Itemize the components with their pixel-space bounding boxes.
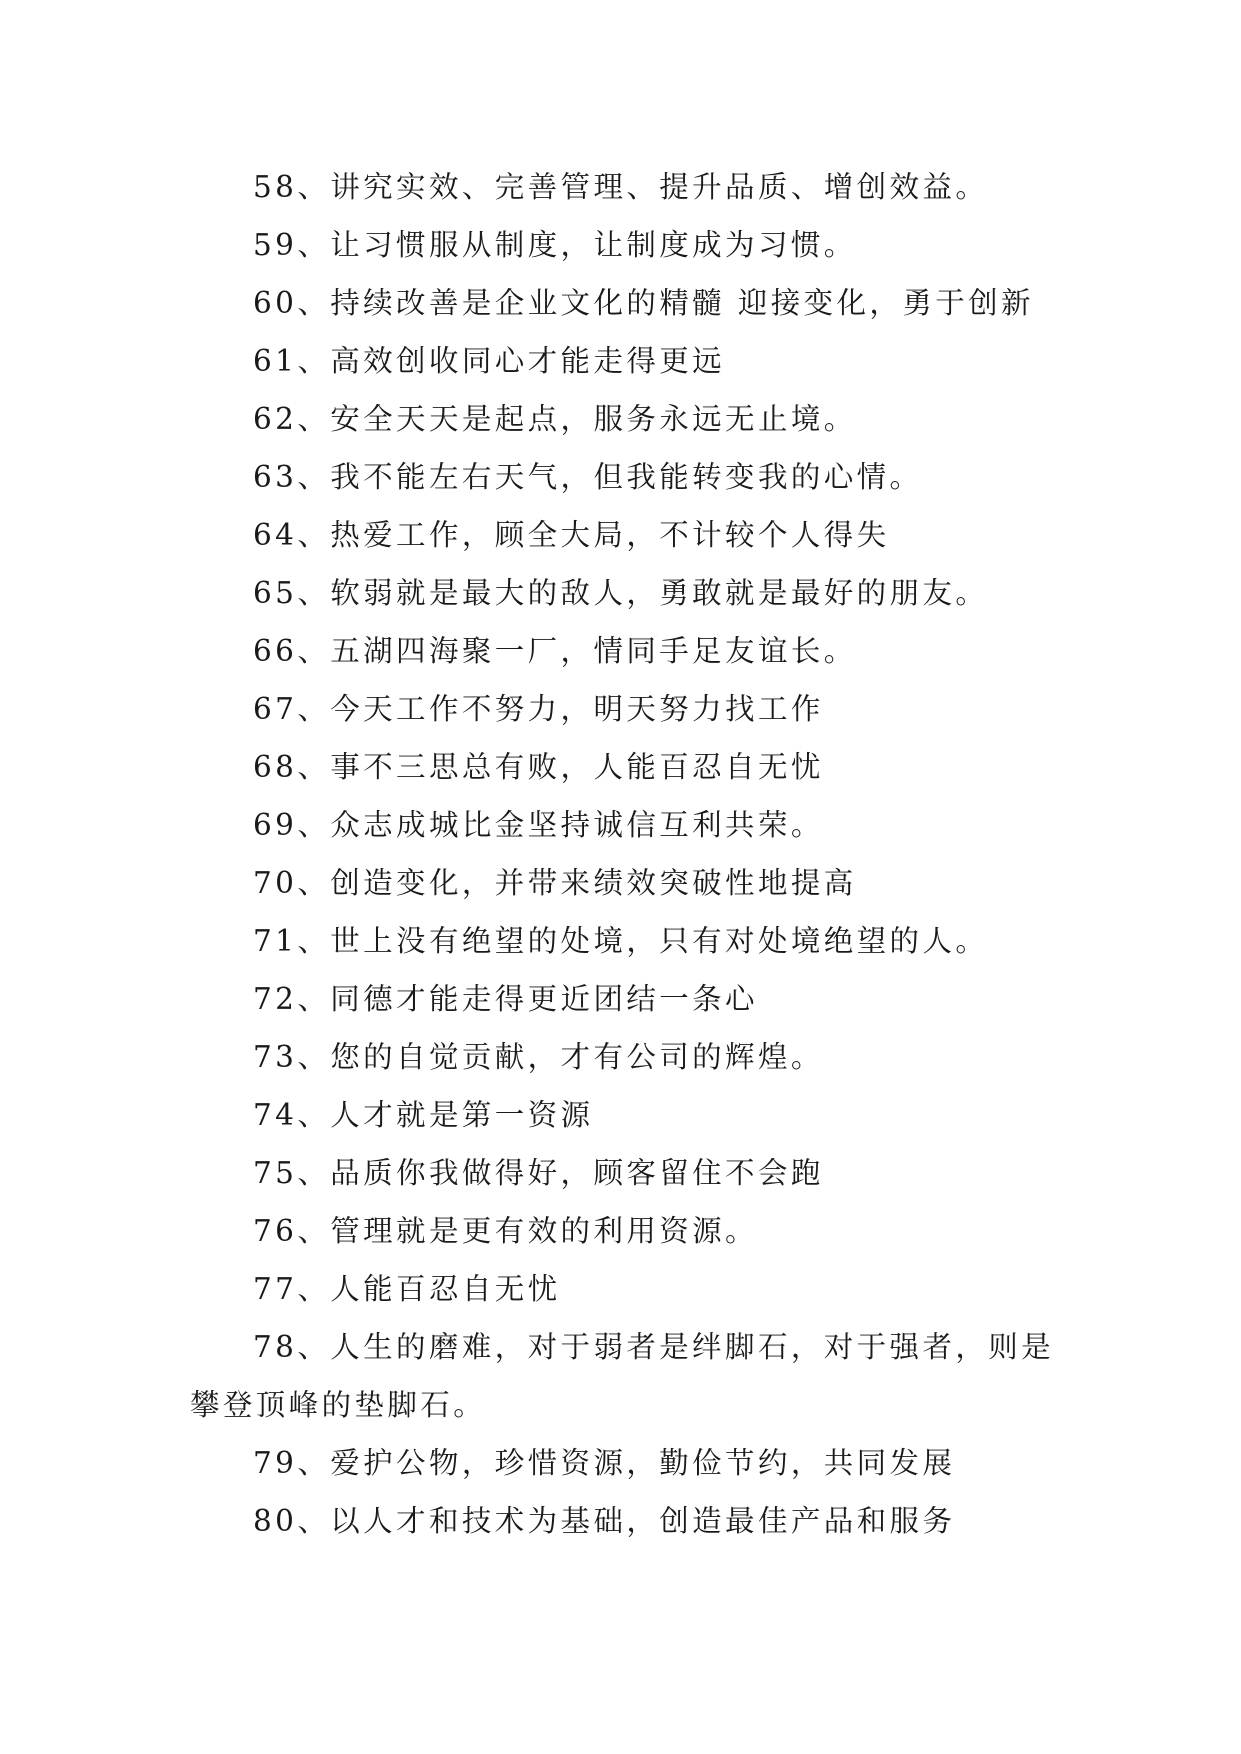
paragraph-68: 68、事不三思总有败，人能百忍自无忧 bbox=[253, 750, 824, 784]
paragraph-62: 62、安全天天是起点，服务永远无止境。 bbox=[253, 402, 857, 436]
paragraph-69: 69、众志成城比金坚持诚信互利共荣。 bbox=[253, 808, 824, 842]
paragraph-72: 72、同德才能走得更近团结一条心 bbox=[253, 982, 758, 1016]
paragraph-61: 61、高效创收同心才能走得更远 bbox=[253, 344, 726, 378]
paragraph-80: 80、以人才和技术为基础，创造最佳产品和服务 bbox=[253, 1504, 956, 1538]
paragraph-65: 65、软弱就是最大的敌人，勇敢就是最好的朋友。 bbox=[253, 576, 989, 610]
paragraph-70: 70、创造变化，并带来绩效突破性地提高 bbox=[253, 866, 857, 900]
document-body bbox=[190, 158, 1070, 1550]
paragraph-78: 78、人生的磨难，对于弱者是绊脚石，对于强者，则是攀登顶峰的垫脚石。 bbox=[190, 1330, 1055, 1422]
paragraph-60: 60、持续改善是企业文化的精髓 迎接变化，勇于创新 bbox=[253, 286, 1034, 320]
paragraph-77: 77、人能百忍自无忧 bbox=[253, 1272, 561, 1306]
paragraph-71: 71、世上没有绝望的处境，只有对处境绝望的人。 bbox=[253, 924, 989, 958]
paragraph-64: 64、热爱工作，顾全大局，不计较个人得失 bbox=[253, 518, 890, 552]
paragraph-59: 59、让习惯服从制度，让制度成为习惯。 bbox=[253, 228, 857, 262]
paragraph-66: 66、五湖四海聚一厂，情同手足友谊长。 bbox=[253, 634, 857, 668]
paragraph-67: 67、今天工作不努力，明天努力找工作 bbox=[253, 692, 824, 726]
paragraph-79: 79、爱护公物，珍惜资源，勤俭节约，共同发展 bbox=[253, 1446, 956, 1480]
paragraph-63: 63、我不能左右天气，但我能转变我的心情。 bbox=[253, 460, 923, 494]
paragraph-73: 73、您的自觉贡献，才有公司的辉煌。 bbox=[253, 1040, 824, 1074]
paragraph-74: 74、人才就是第一资源 bbox=[253, 1098, 594, 1132]
paragraph-75: 75、品质你我做得好，顾客留住不会跑 bbox=[253, 1156, 824, 1190]
paragraph-58: 58、讲究实效、完善管理、提升品质、增创效益。 bbox=[253, 170, 989, 204]
paragraph-76: 76、管理就是更有效的利用资源。 bbox=[253, 1214, 758, 1248]
